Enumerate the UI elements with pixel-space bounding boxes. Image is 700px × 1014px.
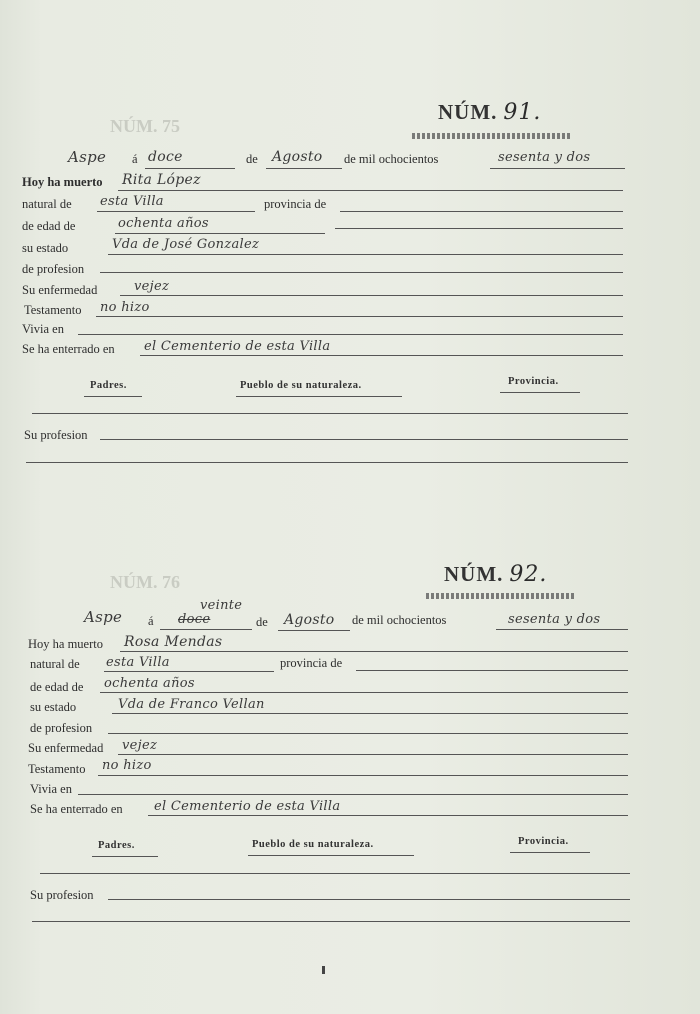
month-hw: Agosto bbox=[284, 612, 335, 628]
enterrado-hw: el Cementerio de esta Villa bbox=[154, 799, 341, 814]
parents-line-2 bbox=[32, 921, 630, 922]
estado-hw: Vda de José Gonzalez bbox=[112, 237, 260, 252]
parents-line-1 bbox=[40, 873, 630, 874]
testamento-line bbox=[98, 775, 628, 776]
deceased-line bbox=[118, 190, 623, 191]
deceased-line bbox=[120, 651, 628, 652]
place-hw: Aspe bbox=[84, 608, 123, 626]
natural-hw: esta Villa bbox=[106, 655, 170, 670]
year-line bbox=[496, 629, 628, 630]
day-line bbox=[145, 168, 235, 169]
deceased-hw: Rita López bbox=[122, 172, 201, 188]
enfermedad-hw: vejez bbox=[134, 279, 170, 294]
bleed-through-number-1: NÚM. 75 bbox=[110, 116, 180, 136]
provincia-underline bbox=[510, 852, 590, 853]
testamento-line bbox=[96, 316, 623, 317]
num-label: NÚM. bbox=[444, 562, 504, 586]
pueblo-underline bbox=[248, 855, 414, 856]
pueblo-underline bbox=[236, 396, 402, 397]
testamento-hw: no hizo bbox=[100, 300, 150, 315]
enfermedad-label: Su enfermedad bbox=[22, 283, 98, 297]
profesion-label: de profesion bbox=[30, 721, 93, 735]
mil-label: de mil ochocientos bbox=[352, 613, 447, 627]
edad-label: de edad de bbox=[22, 219, 76, 233]
pueblo-header: Pueblo de su naturaleza. bbox=[240, 380, 362, 391]
estado-hw: Vda de Franco Vellan bbox=[118, 697, 265, 712]
month-hw: Agosto bbox=[272, 149, 323, 165]
month-line bbox=[278, 630, 350, 631]
num-label: NÚM. bbox=[438, 100, 498, 124]
su-profesion-label: Su profesion bbox=[30, 888, 94, 902]
natural-label: natural de bbox=[22, 197, 72, 211]
parents-line-2 bbox=[26, 462, 628, 463]
day-struck-hw: doce bbox=[178, 612, 211, 627]
year-hw: sesenta y dos bbox=[498, 150, 591, 165]
number-underline bbox=[412, 133, 570, 139]
su-profesion-line bbox=[100, 439, 628, 440]
testamento-hw: no hizo bbox=[102, 758, 152, 773]
bleed-through-number-2: NÚM. 76 bbox=[110, 572, 180, 592]
entry-number bbox=[438, 100, 541, 125]
age-line bbox=[100, 692, 628, 693]
provincia-label: provincia de bbox=[264, 197, 327, 211]
padres-underline bbox=[84, 396, 142, 397]
place-hw: Aspe bbox=[68, 148, 107, 166]
estado-line bbox=[108, 254, 623, 255]
vivia-line bbox=[78, 334, 623, 335]
age-line-2 bbox=[335, 228, 623, 229]
month-line bbox=[266, 168, 342, 169]
hoy-label: Hoy ha muerto bbox=[28, 637, 103, 651]
provincia-line bbox=[356, 670, 628, 671]
age-hw: ochenta años bbox=[118, 216, 209, 231]
enfermedad-hw: vejez bbox=[122, 738, 158, 753]
padres-underline bbox=[92, 856, 158, 857]
testamento-label: Testamento bbox=[28, 762, 86, 776]
provincia-line bbox=[340, 211, 623, 212]
year-hw: sesenta y dos bbox=[508, 612, 601, 627]
hoy-label: Hoy ha muerto bbox=[22, 175, 103, 189]
day-hw: doce bbox=[148, 149, 183, 165]
age-hw: ochenta años bbox=[104, 676, 195, 691]
num-value: 91. bbox=[503, 100, 542, 125]
provincia-header: Provincia. bbox=[508, 376, 559, 387]
enterrado-hw: el Cementerio de esta Villa bbox=[144, 339, 331, 354]
estado-label: su estado bbox=[22, 241, 69, 255]
profesion-line bbox=[108, 733, 628, 734]
year-line bbox=[490, 168, 625, 169]
natural-line bbox=[97, 211, 255, 212]
vivia-label: Vivia en bbox=[22, 322, 64, 336]
provincia-header: Provincia. bbox=[518, 836, 569, 847]
estado-line bbox=[112, 713, 628, 714]
natural-line bbox=[104, 671, 274, 672]
enterrado-line bbox=[140, 355, 623, 356]
padres-header: Padres. bbox=[98, 840, 135, 851]
age-line bbox=[115, 233, 325, 234]
de-label: de bbox=[256, 615, 268, 629]
a-label: á bbox=[132, 152, 138, 166]
enterrado-label: Se ha enterrado en bbox=[30, 802, 123, 816]
day-line bbox=[160, 629, 252, 630]
a-label: á bbox=[148, 614, 154, 628]
su-profesion-line bbox=[108, 899, 630, 900]
padres-header: Padres. bbox=[90, 380, 127, 391]
enfermedad-label: Su enfermedad bbox=[28, 741, 104, 755]
deceased-hw: Rosa Mendas bbox=[124, 634, 223, 650]
provincia-underline bbox=[500, 392, 580, 393]
enfermedad-line bbox=[120, 295, 623, 296]
enterrado-label: Se ha enterrado en bbox=[22, 342, 115, 356]
vivia-line bbox=[78, 794, 628, 795]
mil-label: de mil ochocientos bbox=[344, 152, 439, 166]
estado-label: su estado bbox=[30, 700, 77, 714]
enterrado-line bbox=[148, 815, 628, 816]
number-underline bbox=[426, 593, 576, 599]
testamento-label: Testamento bbox=[24, 303, 82, 317]
parents-line-1 bbox=[32, 413, 628, 414]
natural-hw: esta Villa bbox=[100, 194, 164, 209]
num-value: 92. bbox=[509, 562, 548, 587]
pueblo-header: Pueblo de su naturaleza. bbox=[252, 839, 374, 850]
de-label: de bbox=[246, 152, 258, 166]
natural-label: natural de bbox=[30, 657, 80, 671]
su-profesion-label: Su profesion bbox=[24, 428, 88, 442]
profesion-label: de profesion bbox=[22, 262, 85, 276]
vivia-label: Vivia en bbox=[30, 782, 72, 796]
edad-label: de edad de bbox=[30, 680, 84, 694]
provincia-label: provincia de bbox=[280, 656, 343, 670]
enfermedad-line bbox=[118, 754, 628, 755]
day-hw: veinte bbox=[200, 598, 243, 613]
page-mark bbox=[322, 966, 325, 974]
entry-number bbox=[444, 562, 547, 587]
profesion-line bbox=[100, 272, 623, 273]
